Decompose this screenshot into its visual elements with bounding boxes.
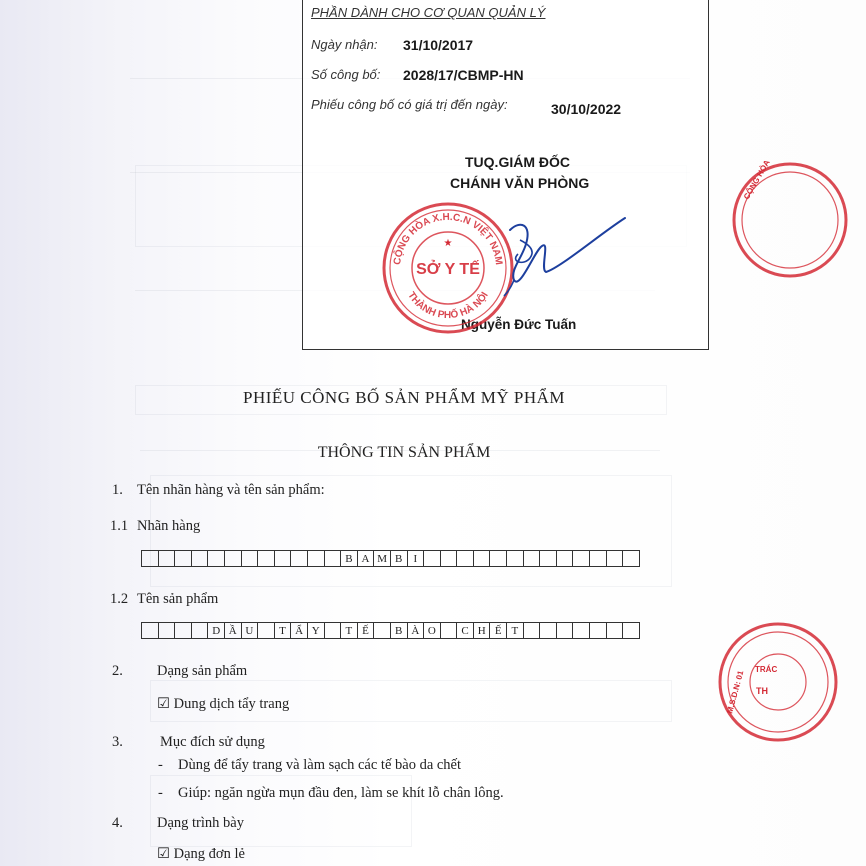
section-1-1-number: 1.1 (110, 518, 129, 534)
char-cell (192, 622, 209, 639)
char-cell (159, 550, 176, 567)
char-cell (590, 622, 607, 639)
svg-text:★: ★ (443, 238, 453, 249)
presentation-checkbox: ☑ Dạng đơn lẻ (157, 846, 245, 862)
char-cell: I (408, 550, 425, 567)
char-cell: À (408, 622, 425, 639)
section-3-number: 3. (112, 734, 123, 750)
section-4-label: Dạng trình bày (157, 815, 244, 831)
side-stamp-bottom (718, 612, 778, 752)
char-cell (242, 550, 259, 567)
signer-title-2: CHÁNH VĂN PHÒNG (450, 175, 590, 191)
char-cell (142, 622, 159, 639)
document-title: PHIẾU CÔNG BỐ SẢN PHẨM MỸ PHẨM (243, 388, 565, 407)
char-cell (142, 550, 159, 567)
signature (480, 210, 640, 300)
char-cell: B (391, 622, 408, 639)
char-cell (308, 550, 325, 567)
section-1-2-number: 1.2 (110, 591, 129, 607)
section-subtitle: THÔNG TIN SẢN PHẨM (317, 444, 491, 461)
received-date-value: 31/10/2017 (403, 37, 474, 53)
char-cell: H (474, 622, 491, 639)
char-cell: D (208, 622, 225, 639)
char-cell: T (275, 622, 292, 639)
bullet-dash: - (158, 757, 163, 773)
side-stamp-inner-2: TH (756, 686, 768, 696)
purpose-item-2: Giúp: ngăn ngừa mụn đầu đen, làm se khít lỗ chân lông. (178, 785, 504, 801)
received-date-label: Ngày nhận: (311, 37, 378, 52)
char-cell (557, 550, 574, 567)
char-cell (441, 622, 458, 639)
char-cell (441, 550, 458, 567)
char-cell (490, 550, 507, 567)
side-stamp-bottom-text: M.S.D.N: 01 (725, 669, 746, 715)
char-cell (607, 550, 624, 567)
bullet-dash: - (158, 785, 163, 801)
char-cell (208, 550, 225, 567)
char-cell: M (374, 550, 391, 567)
product-char-grid (141, 622, 640, 639)
side-stamp-top-text: CỘNG HÒA (741, 158, 772, 201)
valid-until-label: Phiếu công bố có giá trị đến ngày: (311, 97, 508, 112)
char-cell (573, 622, 590, 639)
brand-char-grid (141, 550, 640, 567)
char-cell: C (457, 622, 474, 639)
char-cell (474, 550, 491, 567)
char-cell (623, 622, 640, 639)
char-cell: B (341, 550, 358, 567)
char-cell: A (358, 550, 375, 567)
char-cell (258, 622, 275, 639)
section-1-number: 1. (112, 482, 123, 498)
side-stamp-top (730, 160, 790, 280)
char-cell (540, 550, 557, 567)
char-cell (175, 550, 192, 567)
char-cell (573, 550, 590, 567)
section-4-number: 4. (112, 815, 123, 831)
announcement-number-value: 2028/17/CBMP-HN (403, 67, 524, 83)
char-cell: T (341, 622, 358, 639)
product-form-checkbox: ☑ Dung dịch tẩy trang (157, 696, 290, 712)
signer-name: Nguyễn Đức Tuấn (461, 317, 577, 332)
char-cell (590, 550, 607, 567)
char-cell: Ẩ (291, 622, 308, 639)
char-cell (457, 550, 474, 567)
char-cell (557, 622, 574, 639)
char-cell (540, 622, 557, 639)
stamp-ring-bottom: THÀNH PHỐ HÀ NỘI (405, 290, 491, 322)
section-1-1-label: Nhãn hàng (137, 518, 201, 534)
signer-title-1: TUQ.GIÁM ĐỐC (465, 154, 570, 170)
purpose-item-1: Dùng để tẩy trang và làm sạch các tế bào da chết (178, 757, 462, 773)
official-header: PHẦN DÀNH CHO CƠ QUAN QUẢN LÝ (311, 5, 546, 20)
char-cell: O (424, 622, 441, 639)
char-cell: T (507, 622, 524, 639)
char-cell (159, 622, 176, 639)
char-cell (225, 550, 242, 567)
svg-text:THÀNH PHỐ HÀ NỘI (405, 290, 491, 321)
char-cell (258, 550, 275, 567)
section-1-label: Tên nhãn hàng và tên sản phẩm: (137, 482, 325, 498)
char-cell: Ế (358, 622, 375, 639)
char-cell (607, 622, 624, 639)
char-cell (374, 622, 391, 639)
section-2-label: Dạng sản phẩm (157, 663, 248, 679)
char-cell (192, 550, 209, 567)
char-cell (507, 550, 524, 567)
section-2-number: 2. (112, 663, 123, 679)
char-cell (424, 550, 441, 567)
valid-until-value: 30/10/2022 (551, 101, 622, 117)
char-cell (291, 550, 308, 567)
char-cell: B (391, 550, 408, 567)
stamp-ring-top: CỘNG HÒA X.H.C.N VIỆT NAM (392, 211, 505, 266)
char-cell (524, 550, 541, 567)
stamp-center-text: SỞ Y TẾ (416, 261, 480, 278)
char-cell: Ầ (225, 622, 242, 639)
side-stamp-inner-1: TRÁC (755, 665, 778, 674)
char-cell (325, 622, 342, 639)
char-cell: Ế (490, 622, 507, 639)
section-3-label: Mục đích sử dụng (160, 734, 265, 750)
char-cell (325, 550, 342, 567)
char-cell: U (242, 622, 259, 639)
char-cell (524, 622, 541, 639)
char-cell (175, 622, 192, 639)
char-cell (623, 550, 640, 567)
section-1-2-label: Tên sản phẩm (137, 591, 219, 607)
announcement-number-label: Số công bố: (311, 67, 381, 82)
char-cell: Y (308, 622, 325, 639)
char-cell (275, 550, 292, 567)
